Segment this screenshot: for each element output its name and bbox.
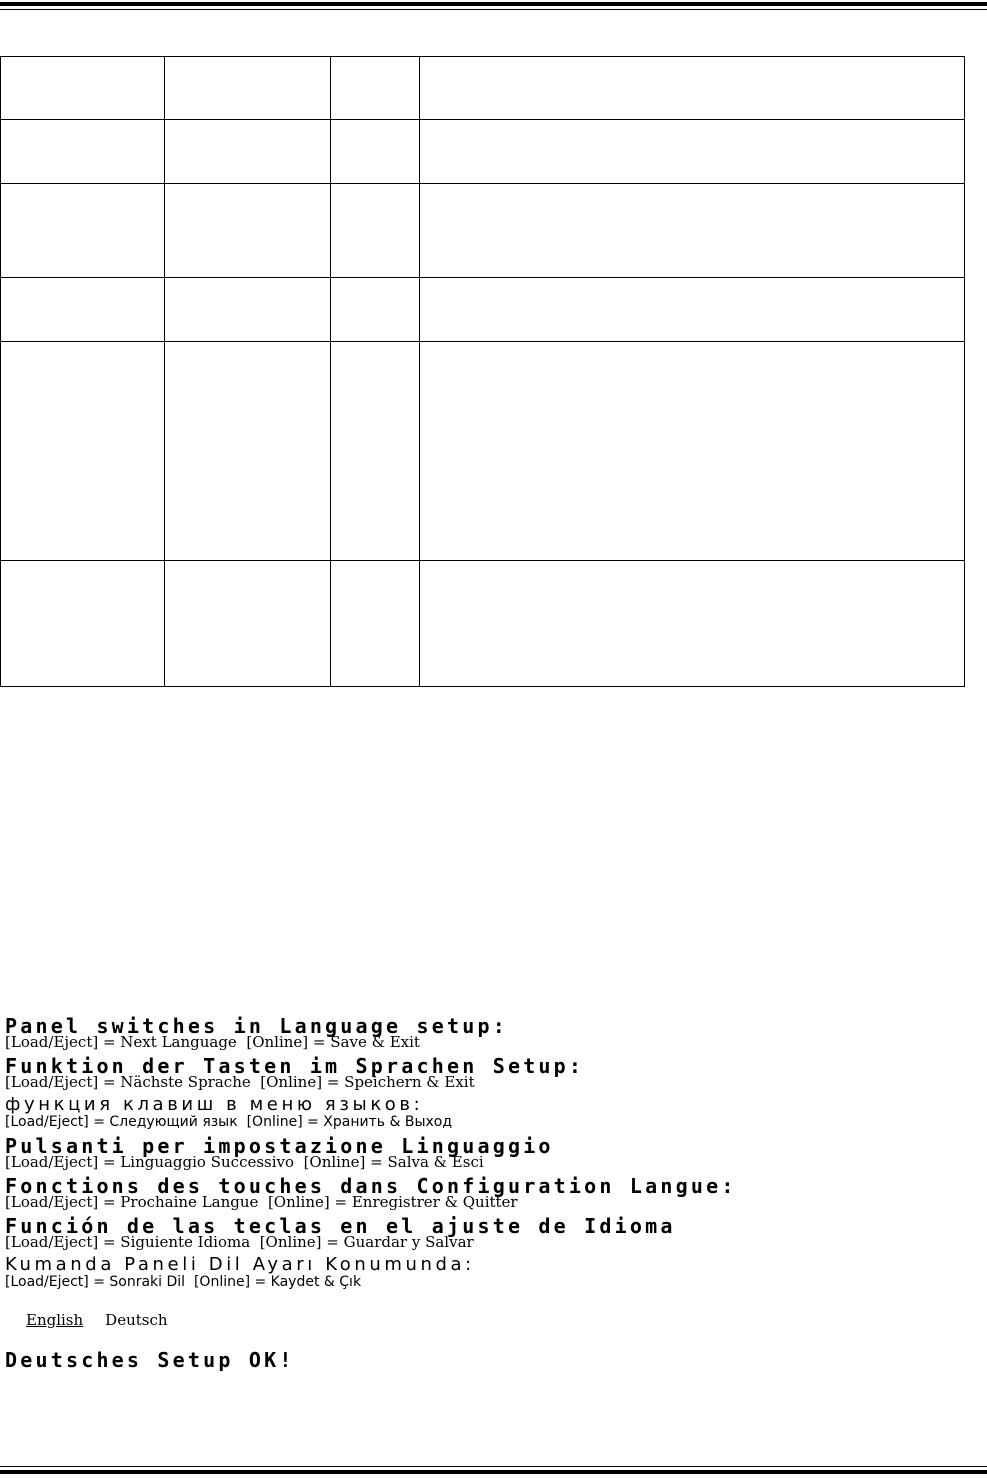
printout-keys-english: [Load/Eject] = Next Language [Online] = Save & Exit: [5, 1033, 420, 1051]
table-cell: [165, 120, 331, 184]
table-row: [1, 278, 965, 342]
table-cell: [1, 278, 165, 342]
printout-keys-italian: [Load/Eject] = Linguaggio Successivo [Online] = Salva & Esci: [5, 1153, 484, 1171]
printout-heading-italian: Pulsanti per impostazione Linguaggio: [5, 1134, 554, 1158]
printout-heading-spanish: Función de las teclas en el ajuste de Idioma: [5, 1214, 676, 1238]
table-cell: [420, 561, 965, 687]
blank-table: [0, 56, 965, 687]
table-cell: [420, 342, 965, 561]
table-cell: [1, 57, 165, 120]
table-cell: [331, 57, 420, 120]
table-row: [1, 561, 965, 687]
table-cell: [165, 184, 331, 278]
printout-heading-german: Funktion der Tasten im Sprachen Setup:: [5, 1054, 585, 1078]
printout-keys-turkish: [Load/Eject] = Sonraki Dil [Online] = Kaydet & Çık: [5, 1274, 362, 1290]
printer-printout: [5, 1014, 980, 1294]
table-cell: [1, 342, 165, 561]
table-cell: [331, 184, 420, 278]
language-other: Deutsch: [105, 1311, 168, 1329]
table-cell: [420, 57, 965, 120]
table-cell: [1, 184, 165, 278]
table-row: [1, 342, 965, 561]
table-cell: [165, 561, 331, 687]
printout-heading-turkish: Kumanda Paneli Dil Ayarı Konumunda:: [5, 1254, 475, 1275]
printout-keys-spanish: [Load/Eject] = Siguiente Idioma [Online] = Guardar y Salvar: [5, 1233, 474, 1251]
table-cell: [165, 278, 331, 342]
printout-heading-french: Fonctions des touches dans Configuration Langue:: [5, 1174, 737, 1198]
table-row: [1, 120, 965, 184]
language-selected: English: [26, 1311, 84, 1329]
table-cell: [331, 120, 420, 184]
printout-heading-russian: функция клавиш в меню языков:: [5, 1094, 424, 1115]
printout-heading-english: Panel switches in Language setup:: [5, 1014, 508, 1038]
table-cell: [331, 342, 420, 561]
table-cell: [420, 120, 965, 184]
bottom-rule-thin: [0, 1466, 987, 1467]
top-rule-thick: [0, 2, 987, 6]
table-cell: [165, 57, 331, 120]
language-list: [26, 1311, 168, 1329]
table-row: [1, 184, 965, 278]
table-row: [1, 57, 965, 120]
printout-keys-german: [Load/Eject] = Nächste Sprache [Online] = Speichern & Exit: [5, 1073, 475, 1091]
table-cell: [165, 342, 331, 561]
bottom-rule-thick: [0, 1470, 987, 1474]
setup-result: Deutsches Setup OK!: [5, 1348, 295, 1372]
table-cell: [331, 561, 420, 687]
table-cell: [331, 278, 420, 342]
table-cell: [420, 278, 965, 342]
printout-keys-russian: [Load/Eject] = Следующий язык [Online] = Хранить & Выход: [5, 1114, 453, 1130]
table-cell: [420, 184, 965, 278]
top-rule-thin: [0, 9, 987, 10]
table-cell: [1, 120, 165, 184]
table-cell: [1, 561, 165, 687]
printout-keys-french: [Load/Eject] = Prochaine Langue [Online] = Enregistrer & Quitter: [5, 1193, 518, 1211]
